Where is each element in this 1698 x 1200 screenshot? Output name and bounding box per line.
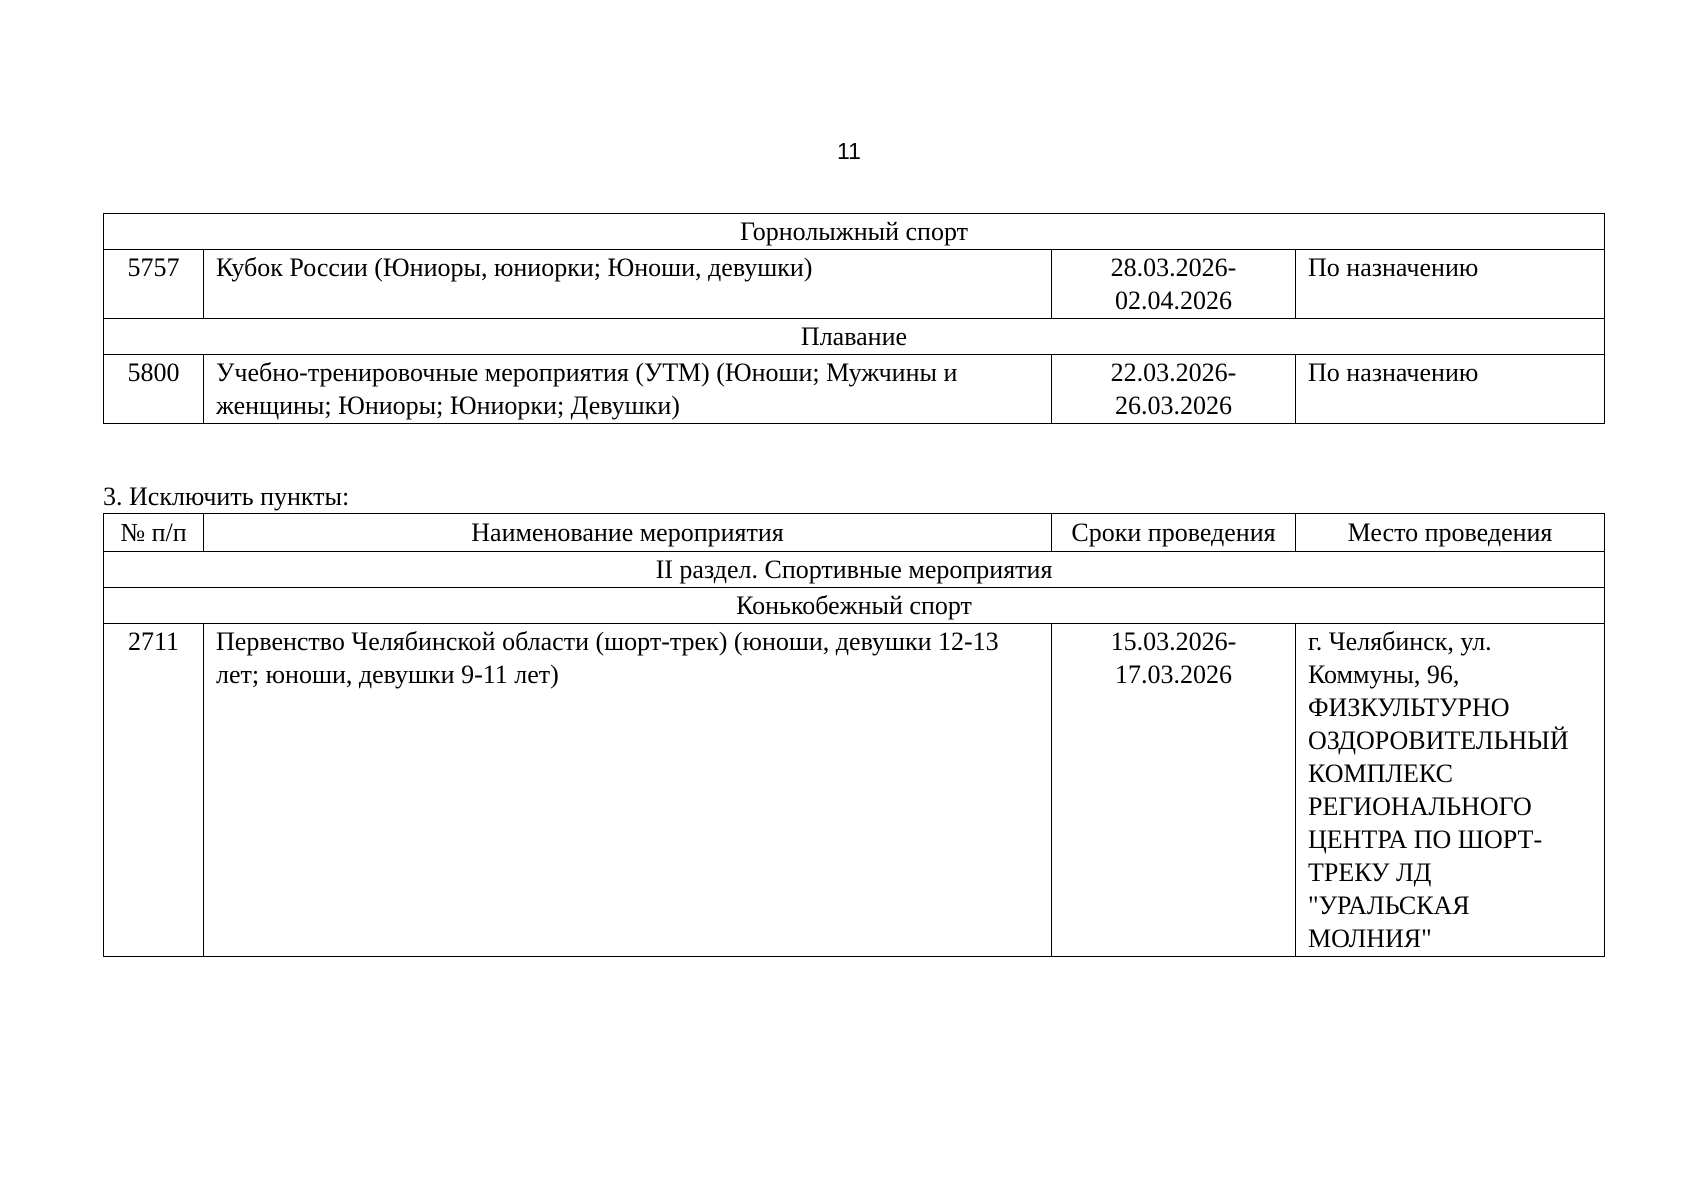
event-place: По назначению: [1296, 355, 1605, 424]
place-line: КОМПЛЕКС: [1308, 759, 1453, 788]
place-line: ОЗДОРОВИТЕЛЬНЫЙ: [1308, 726, 1569, 755]
event-dates: [1052, 355, 1296, 424]
place-line: РЕГИОНАЛЬНОГО: [1308, 792, 1532, 821]
date-end: 17.03.2026: [1115, 660, 1232, 689]
date-end: 26.03.2026: [1115, 391, 1232, 420]
exclude-heading: 3. Исключить пункты:: [103, 482, 350, 511]
event-name: Кубок России (Юниоры, юниорки; Юноши, девушки): [204, 250, 1052, 319]
date-start: 15.03.2026-: [1110, 627, 1237, 656]
event-place: [1296, 624, 1605, 957]
event-dates: [1052, 624, 1296, 957]
place-line: МОЛНИЯ": [1308, 924, 1432, 953]
event-name: Учебно-тренировочные мероприятия (УТМ) (Юноши; Мужчины и женщины; Юниоры; Юниорки; Девушки): [204, 355, 1052, 424]
events-table-excluded: [103, 513, 1605, 957]
place-line: г. Челябинск, ул.: [1308, 627, 1492, 656]
section-row: [104, 588, 1605, 624]
header-number: № п/п: [104, 514, 204, 552]
date-start: 28.03.2026-: [1110, 253, 1237, 282]
header-dates: Сроки проведения: [1052, 514, 1296, 552]
place-line: Коммуны, 96,: [1308, 660, 1460, 689]
table-header-row: [104, 514, 1605, 552]
event-number: 5800: [104, 355, 204, 424]
event-dates: [1052, 250, 1296, 319]
part-row: [104, 552, 1605, 588]
table-row: [104, 250, 1605, 319]
event-number: 5757: [104, 250, 204, 319]
part-title: II раздел. Спортивные мероприятия: [104, 552, 1605, 588]
section-row: [104, 319, 1605, 355]
section-title: Конькобежный спорт: [104, 588, 1605, 624]
page-number: 11: [837, 138, 861, 164]
place-line: "УРАЛЬСКАЯ: [1308, 891, 1470, 920]
place-line: ЦЕНТРА ПО ШОРТ-: [1308, 825, 1543, 854]
place-line: ТРЕКУ ЛД: [1308, 858, 1432, 887]
place-line: ФИЗКУЛЬТУРНО: [1308, 693, 1510, 722]
section-row: [104, 214, 1605, 250]
event-number: 2711: [104, 624, 204, 957]
section-title: Горнолыжный спорт: [104, 214, 1605, 250]
table-row: [104, 624, 1605, 957]
event-place: По назначению: [1296, 250, 1605, 319]
header-name: Наименование мероприятия: [204, 514, 1052, 552]
header-place: Место проведения: [1296, 514, 1605, 552]
section-title: Плавание: [104, 319, 1605, 355]
date-start: 22.03.2026-: [1110, 358, 1237, 387]
date-end: 02.04.2026: [1115, 286, 1232, 315]
table-row: [104, 355, 1605, 424]
event-name: Первенство Челябинской области (шорт-трек) (юноши, девушки 12-13 лет; юноши, девушки 9-11 лет): [204, 624, 1052, 957]
events-table-changes: [103, 213, 1605, 424]
